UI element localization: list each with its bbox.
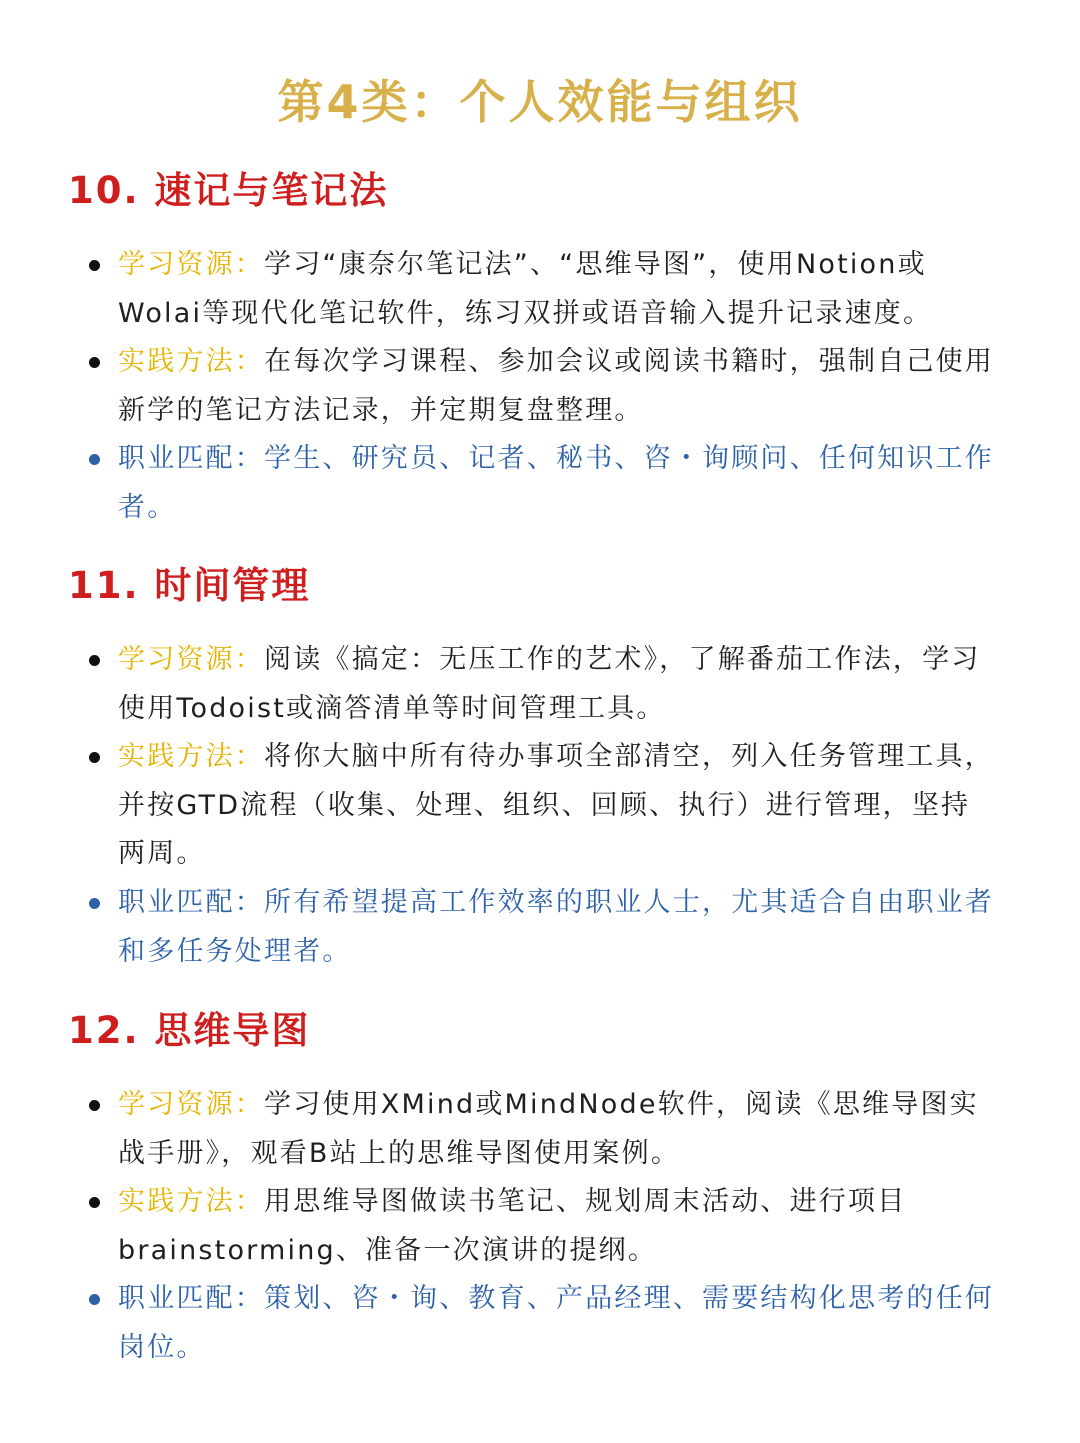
item-label: 实践方法： <box>118 1186 264 1218</box>
item-text: 阅读《搞定：无压工作的艺术》，了解番茄工作法，学习使用Todoist或滴答清单等时间管理工具。 <box>118 644 981 724</box>
item-text: 学习使用XMind或MindNode软件，阅读《思维导图实战手册》，观看B站上的思维导图使用案例。 <box>118 1089 979 1169</box>
section-heading: 11. 时间管理 <box>68 564 311 607</box>
bullet-dot-icon <box>89 1197 100 1208</box>
item-label: 学习资源： <box>118 249 264 280</box>
list-item-resources <box>0 241 998 338</box>
item-text: 将你大脑中所有待办事项全部清空，列入任务管理工具，并按GTD流程（收集、处理、组织、回顾、执行）进行管理，坚持两周。 <box>118 741 994 870</box>
list-item-resources <box>0 636 998 733</box>
bullet-dot-icon <box>89 1294 100 1305</box>
bullet-dot-icon <box>89 1100 100 1111</box>
item-text: 策划、咨・询、教育、产品经理、需要结构化思考的任何岗位。 <box>118 1283 994 1363</box>
item-label: 职业匹配： <box>118 886 264 918</box>
list-item-career <box>0 1275 998 1372</box>
bullet-list <box>0 1081 1080 1373</box>
item-label: 学习资源： <box>118 644 264 675</box>
item-label: 职业匹配： <box>118 1283 264 1315</box>
list-item-practice <box>0 733 998 879</box>
section-heading: 12. 思维导图 <box>68 1009 311 1052</box>
item-text: 所有希望提高工作效率的职业人士，尤其适合自由职业者和多任务处理者。 <box>118 886 994 967</box>
item-label: 实践方法： <box>118 346 264 378</box>
list-item-practice <box>0 1178 998 1275</box>
section-heading: 10. 速记与笔记法 <box>68 169 389 212</box>
item-label: 学习资源： <box>118 1089 264 1120</box>
bullet-dot-icon <box>89 752 100 763</box>
bullet-dot-icon <box>89 655 100 666</box>
item-text: 用思维导图做读书笔记、规划周末活动、进行项目brainstorming、准备一次演讲的提纲。 <box>118 1186 907 1266</box>
bullet-dot-icon <box>89 454 100 465</box>
page-title: 第4类：个人效能与组织 <box>277 75 803 129</box>
item-text: 在每次学习课程、参加会议或阅读书籍时，强制自己使用新学的笔记方法记录，并定期复盘整理。 <box>118 346 994 426</box>
item-label: 职业匹配： <box>118 443 264 475</box>
list-item-career <box>0 435 998 532</box>
bullet-dot-icon <box>89 260 100 271</box>
item-text: 学习“康奈尔笔记法”、“思维导图”，使用Notion或Wolai等现代化笔记软件，练习双拼或语音输入提升记录速度。 <box>118 249 933 329</box>
list-item-career <box>0 879 998 976</box>
bullet-dot-icon <box>89 898 100 909</box>
bullet-list <box>0 636 1080 976</box>
list-item-resources <box>0 1081 998 1178</box>
bullet-list <box>0 241 1080 533</box>
bullet-dot-icon <box>89 357 100 368</box>
item-label: 实践方法： <box>118 741 264 773</box>
item-text: 学生、研究员、记者、秘书、咨・询顾问、任何知识工作者。 <box>118 443 994 523</box>
list-item-practice <box>0 338 998 435</box>
